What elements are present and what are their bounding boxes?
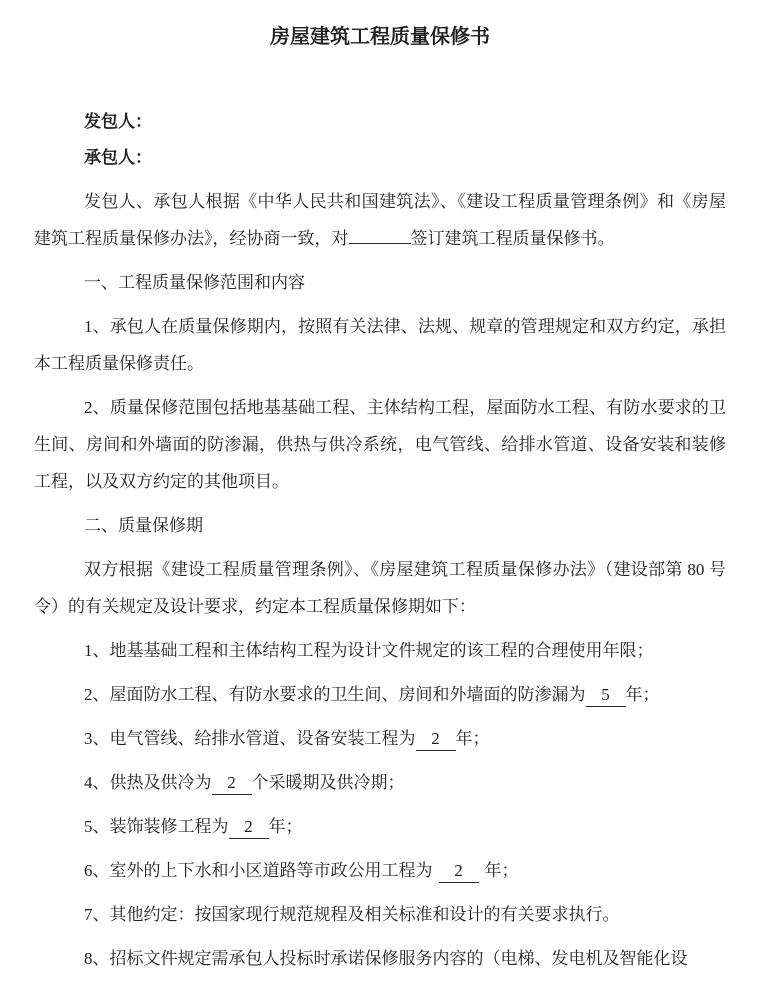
section2-item3 (34, 720, 726, 757)
item5-text-after: 年； (268, 817, 303, 836)
item3-text-before: 3、电气管线、给排水管道、设备安装工程为 (84, 729, 416, 748)
waterproof-years-blank[interactable]: 5 (586, 683, 626, 707)
section2-heading: 二、质量保修期 (84, 516, 203, 535)
section2-item6 (34, 852, 726, 889)
section2-item8: 8、招标文件规定需承包人投标时承诺保修服务内容的（电梯、发电机及智能化设 (84, 949, 688, 968)
section2-item7: 7、其他约定：按国家现行规范规程及相关标准和设计的有关要求执行。 (84, 905, 620, 924)
intro-paragraph (34, 183, 726, 257)
section2-intro: 双方根据《建设工程质量管理条例》、《房屋建筑工程质量保修办法》（建设部第 80 号令）的有关规定及设计要求，约定本工程质量保修期如下： (34, 560, 726, 616)
intro-text-before: 发包人、承包人根据《中华人民共和国建筑法》、《建设工程质量管理条例》和《房屋建筑工程质量保修办法》，经协商一致，对 (34, 192, 726, 248)
section2-item4 (34, 764, 726, 801)
document-title: 房屋建筑工程质量保修书 (270, 26, 490, 48)
section1-heading: 一、工程质量保修范围和内容 (84, 273, 305, 292)
heating-periods-blank[interactable]: 2 (212, 771, 252, 795)
decoration-years-blank[interactable]: 2 (229, 815, 269, 839)
section1-item1: 1、承包人在质量保修期内，按照有关法律、法规、规章的管理规定和双方约定，承担本工程质量保修责任。 (34, 317, 726, 373)
employer-label: 发包人： (84, 112, 152, 131)
pipeline-years-blank[interactable]: 2 (416, 727, 456, 751)
parties-block (34, 104, 726, 176)
item6-text-before: 6、室外的上下水和小区道路等市政公用工程为 (84, 861, 433, 880)
item3-text-after: 年； (455, 729, 490, 748)
section2-item5 (34, 808, 726, 845)
item2-text-after: 年； (625, 685, 660, 704)
item4-text-before: 4、供热及供冷为 (84, 773, 212, 792)
project-name-blank[interactable] (349, 220, 411, 244)
section1-item2: 2、质量保修范围包括地基基础工程、主体结构工程，屋面防水工程、有防水要求的卫生间、房间和外墙面的防渗漏，供热与供冷系统，电气管线、给排水管道、设备安装和装修工程，以及双方约定的其他项目。 (34, 398, 726, 491)
municipal-years-blank[interactable]: 2 (439, 859, 479, 883)
item4-text-after: 个采暖期及供冷期； (251, 773, 405, 792)
section2-item1: 1、地基基础工程和主体结构工程为设计文件规定的该工程的合理使用年限； (84, 641, 654, 660)
contractor-label: 承包人： (84, 148, 152, 167)
intro-text-after: 签订建筑工程质量保修书。 (410, 229, 615, 248)
item2-text-before: 2、屋面防水工程、有防水要求的卫生间、房间和外墙面的防渗漏为 (84, 685, 586, 704)
item5-text-before: 5、装饰装修工程为 (84, 817, 229, 836)
item6-text-after: 年； (484, 861, 519, 880)
section2-item2 (34, 676, 726, 713)
